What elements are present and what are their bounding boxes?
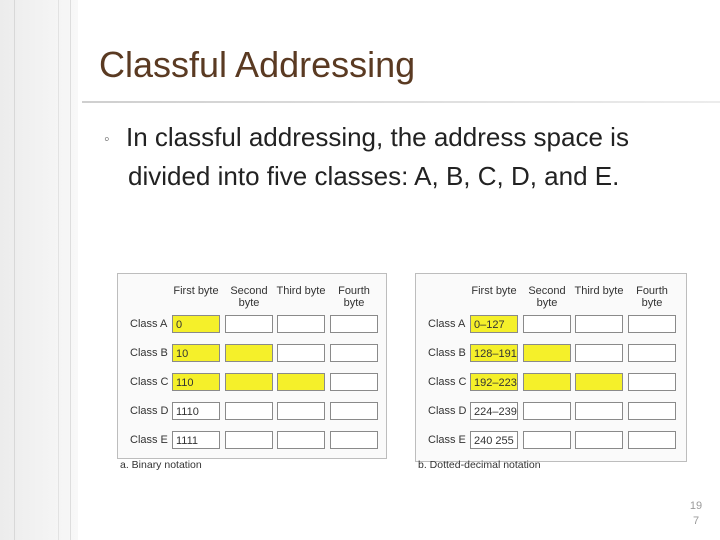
figure_a-byte-cell bbox=[225, 344, 273, 362]
page-number-line: 19 bbox=[689, 500, 703, 512]
figure_a-column-header: Second byte bbox=[230, 285, 268, 309]
page-number bbox=[686, 499, 706, 529]
figure-binary-notation bbox=[117, 273, 387, 459]
figure_a-byte-cell bbox=[277, 402, 325, 420]
figure_b-byte-cell bbox=[523, 344, 571, 362]
figure_a-byte-cell bbox=[277, 431, 325, 449]
figure_b-byte-cell bbox=[523, 315, 571, 333]
figure_b-column-header: Third byte bbox=[574, 285, 624, 297]
figure_b-byte-cell: 192–223 bbox=[470, 373, 518, 391]
figure_b-column-header: Second byte bbox=[528, 285, 566, 309]
figure_b-byte-cell: 224–239 bbox=[470, 402, 518, 420]
figure_b-row-label: Class E bbox=[428, 434, 466, 446]
figure_b-byte-cell bbox=[628, 344, 676, 362]
figure_b-byte-cell bbox=[575, 431, 623, 449]
figure_a-byte-cell: 110 bbox=[172, 373, 220, 391]
figure_a-byte-cell bbox=[277, 315, 325, 333]
figure_a-byte-cell: 10 bbox=[172, 344, 220, 362]
figure_b-row-label: Class D bbox=[428, 405, 467, 417]
bullet-icon: ◦ bbox=[104, 130, 110, 148]
figure_b-byte-cell bbox=[523, 431, 571, 449]
figure_a-byte-cell: 1110 bbox=[172, 402, 220, 420]
figure_a-byte-cell bbox=[277, 373, 325, 391]
figure_b-byte-cell: 128–191 bbox=[470, 344, 518, 362]
slide-title: Classful Addressing bbox=[99, 44, 416, 85]
figure_b-byte-cell bbox=[575, 402, 623, 420]
figure_a-byte-cell bbox=[225, 402, 273, 420]
figure_b-byte-cell: 0–127 bbox=[470, 315, 518, 333]
figure_a-column-header: Third byte bbox=[276, 285, 326, 297]
figure_a-row-label: Class A bbox=[130, 318, 168, 330]
decorative-line bbox=[14, 0, 15, 540]
figure_a-byte-cell bbox=[225, 315, 273, 333]
figure_a-byte-cell: 0 bbox=[172, 315, 220, 333]
figure_a-byte-cell bbox=[330, 373, 378, 391]
figure_a-byte-cell: 1111 bbox=[172, 431, 220, 449]
figure_a-byte-cell bbox=[225, 431, 273, 449]
figure_b-row-label: Class A bbox=[428, 318, 466, 330]
figure_a-byte-cell bbox=[330, 315, 378, 333]
figure_a-row-label: Class B bbox=[130, 347, 168, 359]
left-decorative-strip bbox=[0, 0, 78, 540]
figure_a-byte-cell bbox=[330, 402, 378, 420]
figure_a-column-header: First byte bbox=[173, 285, 219, 297]
figure_b-byte-cell bbox=[628, 315, 676, 333]
figure_a-row-label: Class C bbox=[130, 376, 169, 388]
figure_b-column-header: Fourth byte bbox=[636, 285, 668, 309]
figure_b-row-label: Class B bbox=[428, 347, 466, 359]
figure_a-byte-cell bbox=[225, 373, 273, 391]
figure_b-byte-cell bbox=[628, 431, 676, 449]
title-underline bbox=[82, 101, 720, 103]
figure_a-byte-cell bbox=[277, 344, 325, 362]
figure_b-byte-cell: 240 255 bbox=[470, 431, 518, 449]
page-number-line: 7 bbox=[692, 515, 700, 527]
bullet-text: In classful addressing, the address space is divided into five classes: A, B, C, D, and E. bbox=[126, 122, 629, 191]
figure_a-byte-cell bbox=[330, 431, 378, 449]
figure_b-row-label: Class C bbox=[428, 376, 467, 388]
figure-b-caption: b. Dotted-decimal notation bbox=[418, 459, 541, 471]
figure_b-byte-cell bbox=[628, 402, 676, 420]
figure_a-column-header: Fourth byte bbox=[338, 285, 370, 309]
figure_b-byte-cell bbox=[575, 315, 623, 333]
bullet-point bbox=[104, 119, 718, 195]
figure_b-byte-cell bbox=[628, 373, 676, 391]
figure_b-byte-cell bbox=[523, 402, 571, 420]
figure-a-caption: a. Binary notation bbox=[120, 459, 202, 471]
figure_a-row-label: Class D bbox=[130, 405, 169, 417]
decorative-line bbox=[58, 0, 59, 540]
decorative-line bbox=[70, 0, 71, 540]
figure_a-byte-cell bbox=[330, 344, 378, 362]
figure_a-row-label: Class E bbox=[130, 434, 168, 446]
figure_b-column-header: First byte bbox=[471, 285, 517, 297]
figure_b-byte-cell bbox=[575, 344, 623, 362]
figure-dotted-decimal-notation bbox=[415, 273, 687, 462]
figure_b-byte-cell bbox=[523, 373, 571, 391]
figure_b-byte-cell bbox=[575, 373, 623, 391]
